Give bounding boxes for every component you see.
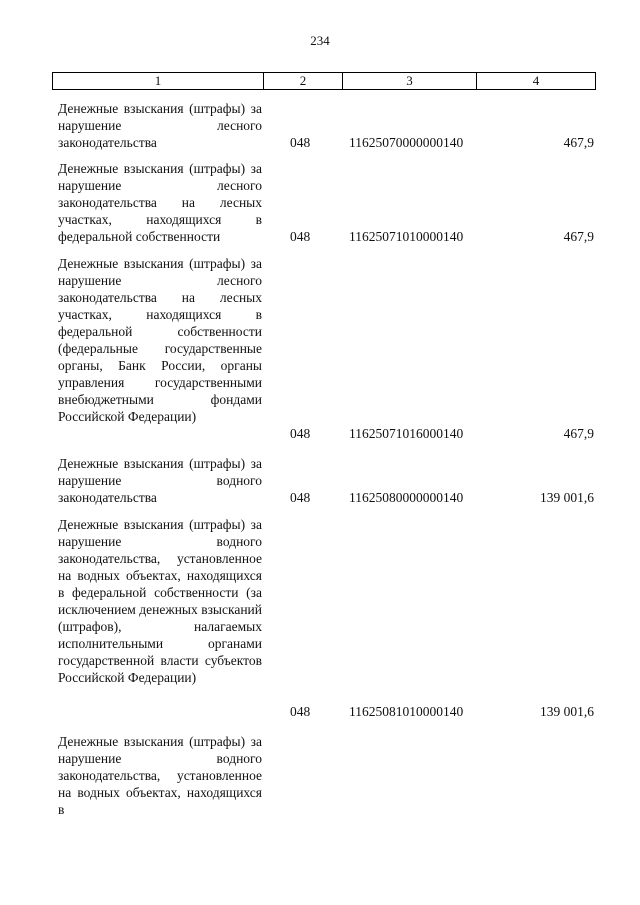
row-description: Денежные взыскания (штрафы) за нарушение водного законодательства, установленное на водных объектах, находящихся в федеральной собственности (за исключением денежных взысканий (штрафов), налагаемых исполнительными органами государственной власти субъектов Российской Федерации) bbox=[58, 517, 262, 685]
row-admin-code: 048 bbox=[290, 490, 311, 505]
row-amount: 467,9 bbox=[563, 426, 594, 441]
header-col-1: 1 bbox=[53, 73, 264, 89]
table-header bbox=[52, 72, 596, 90]
row-amount: 467,9 bbox=[563, 135, 594, 150]
table-row bbox=[52, 516, 596, 720]
row-admin-code: 048 bbox=[290, 426, 311, 441]
row-kbk-code: 11625080000000140 bbox=[349, 490, 464, 505]
table-row bbox=[52, 455, 596, 506]
row-admin-code: 048 bbox=[290, 229, 311, 244]
row-amount: 139 001,6 bbox=[540, 490, 594, 505]
row-kbk-code: 11625071016000140 bbox=[349, 426, 464, 441]
table-row bbox=[52, 100, 596, 151]
row-admin-code: 048 bbox=[290, 704, 311, 719]
row-kbk-code: 11625081010000140 bbox=[349, 704, 464, 719]
row-amount: 139 001,6 bbox=[540, 704, 594, 719]
row-description: Денежные взыскания (штрафы) за нарушение лесного законодательства на лесных участках, находящихся в федеральной собственности (федеральные государственные органы, Банк России, органы управления государственными внебюджетными фондами Российской Федерации) bbox=[58, 256, 262, 424]
row-description: Денежные взыскания (штрафы) за нарушение лесного законодательства на лесных участках, находящихся в федеральной собственности bbox=[58, 161, 262, 244]
row-kbk-code: 11625070000000140 bbox=[349, 135, 464, 150]
row-description: Денежные взыскания (штрафы) за нарушение водного законодательства, установленное на водных объектах, находящихся в bbox=[58, 734, 262, 817]
header-col-3: 3 bbox=[343, 73, 477, 89]
header-col-2: 2 bbox=[264, 73, 343, 89]
row-admin-code: 048 bbox=[290, 135, 311, 150]
table-row bbox=[52, 160, 596, 245]
page-number: 234 bbox=[310, 33, 330, 48]
row-kbk-code: 11625071010000140 bbox=[349, 229, 464, 244]
header-col-4: 4 bbox=[532, 73, 540, 88]
row-amount: 467,9 bbox=[563, 229, 594, 244]
table-row bbox=[52, 255, 596, 442]
table-row bbox=[52, 733, 596, 818]
row-description: Денежные взыскания (штрафы) за нарушение водного законодательства bbox=[58, 456, 262, 505]
row-description: Денежные взыскания (штрафы) за нарушение лесного законодательства bbox=[58, 101, 262, 150]
